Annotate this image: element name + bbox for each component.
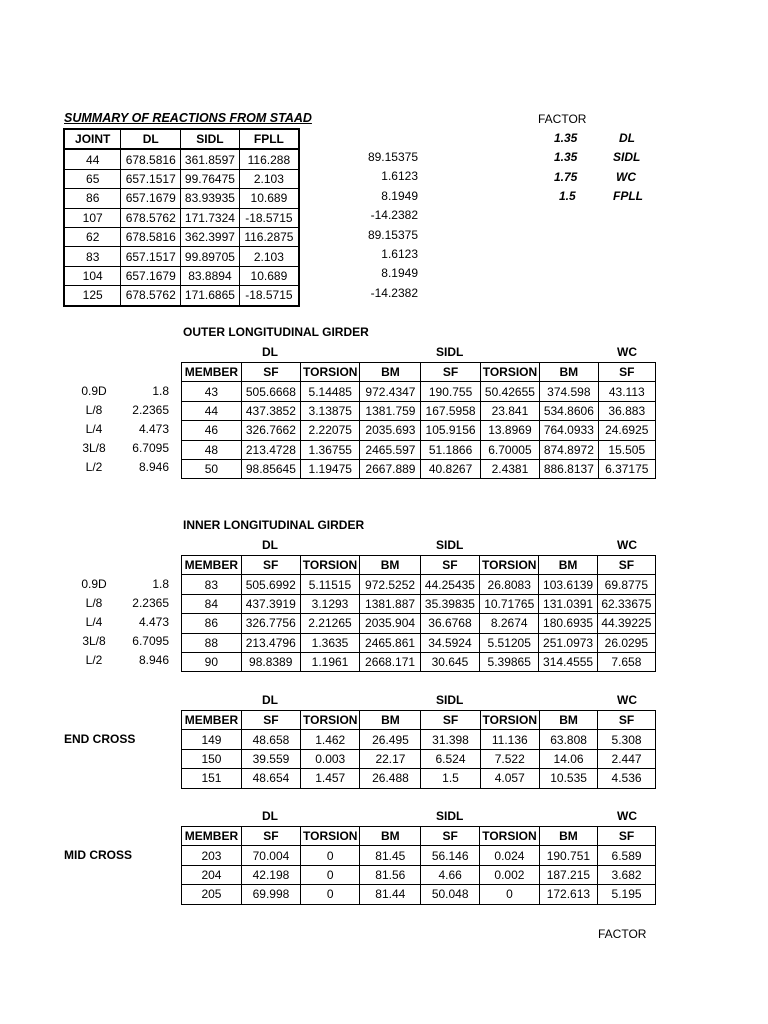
table-cell: 90 (182, 652, 242, 671)
table-cell: 86 (182, 614, 242, 633)
row-label: L/4 (85, 422, 103, 436)
group-label-sidl: SIDL (436, 538, 464, 552)
table-cell: 5.39865 (480, 652, 539, 671)
row-label: L/8 (85, 403, 103, 417)
table-cell: 10.535 (540, 769, 598, 788)
table-cell: 15.505 (598, 440, 655, 459)
row-value: 4.473 (138, 422, 169, 436)
table-cell: 13.8969 (480, 421, 539, 440)
table-cell: 43.113 (598, 382, 655, 401)
column-header: MEMBER (182, 556, 242, 575)
table-cell: 362.3997 (181, 227, 240, 246)
table-cell: 678.5762 (121, 208, 181, 227)
table-cell: 26.0295 (597, 633, 655, 652)
table-cell: 50 (182, 459, 242, 478)
group-label-dl: DL (262, 693, 278, 707)
table-cell: 103.6139 (539, 575, 597, 594)
end-cross-table (181, 710, 656, 789)
table-cell: 6.37175 (598, 459, 655, 478)
table-cell: 167.5958 (421, 401, 480, 420)
inner-girder-title: INNER LONGITUDINAL GIRDER (183, 518, 365, 532)
table-cell: 125 (64, 286, 121, 306)
group-label-sidl: SIDL (436, 809, 464, 823)
table-cell: 205 (182, 885, 242, 904)
table-cell: 88 (182, 633, 242, 652)
row-value: 6.7095 (132, 634, 169, 648)
table-cell: 0 (301, 865, 360, 884)
table-cell: 2.103 (239, 169, 299, 188)
column-header: TORSION (480, 556, 539, 575)
table-cell: 213.4796 (241, 633, 300, 652)
table-cell: 678.5762 (121, 286, 181, 306)
table-row (182, 440, 656, 459)
table-cell: 150 (182, 749, 242, 768)
table-cell: 22.17 (360, 749, 421, 768)
side-value: 8.1949 (381, 266, 418, 280)
group-label-dl: DL (262, 538, 278, 552)
table-cell: 35.39835 (420, 594, 479, 613)
table-header-row (182, 827, 656, 846)
table-cell: 81.45 (360, 846, 421, 865)
table-cell: 190.755 (421, 382, 480, 401)
table-cell: 36.6768 (420, 614, 479, 633)
table-cell: 1381.759 (360, 401, 421, 420)
table-row (64, 208, 299, 227)
table-cell: 69.8775 (597, 575, 655, 594)
row-label: L/2 (85, 653, 103, 667)
column-header: SF (598, 827, 656, 846)
table-cell: 0.002 (480, 865, 539, 884)
column-header: TORSION (301, 363, 360, 382)
group-label-dl: DL (262, 345, 278, 359)
row-value: 1.8 (152, 384, 169, 398)
table-header-row (182, 363, 656, 382)
column-header: DL (121, 129, 181, 149)
group-label-sidl: SIDL (436, 693, 464, 707)
mid-cross-label: MID CROSS (64, 848, 133, 862)
table-cell: 187.215 (539, 865, 597, 884)
table-row (182, 846, 656, 865)
table-cell: 44.25435 (420, 575, 479, 594)
table-cell: 14.06 (540, 749, 598, 768)
table-cell: 213.4728 (241, 440, 300, 459)
table-cell: 116.2875 (239, 227, 299, 246)
table-cell: 39.559 (241, 749, 300, 768)
table-cell: 69.998 (241, 885, 300, 904)
table-row (64, 247, 299, 266)
row-value: 2.2365 (132, 403, 169, 417)
column-header: SF (241, 827, 300, 846)
table-cell: 81.44 (360, 885, 421, 904)
table-cell: 0.024 (480, 846, 539, 865)
table-cell: 6.70005 (480, 440, 539, 459)
factor-value: 1.35 (554, 131, 578, 145)
column-header: BM (360, 363, 421, 382)
column-header: SF (421, 363, 480, 382)
table-cell: 972.4347 (360, 382, 421, 401)
column-header: BM (360, 711, 421, 730)
column-header: MEMBER (182, 363, 242, 382)
table-row (182, 749, 656, 768)
table-cell: 44 (64, 149, 121, 169)
table-cell: 40.8267 (421, 459, 480, 478)
column-header: JOINT (64, 129, 121, 149)
table-cell: 886.8137 (540, 459, 598, 478)
table-cell: 326.7662 (241, 421, 300, 440)
table-cell: 131.0391 (539, 594, 597, 613)
table-cell: 678.5816 (121, 149, 181, 169)
group-label-wc: WC (617, 693, 637, 707)
table-cell: 116.288 (239, 149, 299, 169)
table-cell: 42.198 (241, 865, 300, 884)
column-header: BM (360, 827, 421, 846)
table-cell: 1.5 (421, 769, 480, 788)
table-cell: 26.495 (360, 730, 421, 749)
column-header: TORSION (301, 827, 360, 846)
table-cell: 62.33675 (597, 594, 655, 613)
table-header-row (182, 556, 656, 575)
table-row (182, 421, 656, 440)
row-value: 6.7095 (132, 441, 169, 455)
inner-girder-table (181, 555, 656, 672)
table-cell: 83.93935 (181, 189, 240, 208)
column-header: MEMBER (182, 711, 242, 730)
table-cell: 98.8389 (241, 652, 300, 671)
table-row (64, 149, 299, 169)
table-cell: 314.4555 (539, 652, 597, 671)
column-header: TORSION (301, 711, 360, 730)
table-row (64, 169, 299, 188)
table-cell: 4.66 (421, 865, 480, 884)
table-cell: 44.39225 (597, 614, 655, 633)
table-row (182, 575, 656, 594)
table-cell: 1.462 (301, 730, 360, 749)
table-cell: 2.21265 (300, 614, 359, 633)
table-cell: 505.6668 (241, 382, 300, 401)
table-cell: 437.3852 (241, 401, 300, 420)
table-cell: 149 (182, 730, 242, 749)
table-cell: 2.4381 (480, 459, 539, 478)
row-label: L/4 (85, 615, 103, 629)
table-cell: 34.5924 (420, 633, 479, 652)
table-row (182, 769, 656, 788)
column-header: SF (421, 711, 480, 730)
table-cell: 2035.904 (360, 614, 421, 633)
table-cell: 48 (182, 440, 242, 459)
table-cell: 2668.171 (360, 652, 421, 671)
table-header-row (64, 129, 299, 149)
table-cell: 50.048 (421, 885, 480, 904)
table-cell: -18.5715 (239, 208, 299, 227)
table-cell: 48.654 (241, 769, 300, 788)
table-row (64, 189, 299, 208)
table-cell: 171.7324 (181, 208, 240, 227)
table-cell: 0.003 (301, 749, 360, 768)
table-cell: 31.398 (421, 730, 480, 749)
table-cell: 70.004 (241, 846, 300, 865)
column-header: SF (241, 363, 300, 382)
table-cell: 2465.597 (360, 440, 421, 459)
table-cell: 1.36755 (301, 440, 360, 459)
table-cell: 874.8972 (540, 440, 598, 459)
column-header: SF (598, 711, 656, 730)
group-label-wc: WC (617, 538, 637, 552)
group-label-wc: WC (617, 809, 637, 823)
table-cell: 1381.887 (360, 594, 421, 613)
row-label: 3L/8 (82, 441, 106, 455)
table-cell: 81.56 (360, 865, 421, 884)
table-cell: 678.5816 (121, 227, 181, 246)
column-header: BM (539, 827, 597, 846)
table-row (182, 614, 656, 633)
table-cell: 36.883 (598, 401, 655, 420)
table-cell: 203 (182, 846, 242, 865)
row-value: 4.473 (138, 615, 169, 629)
table-cell: 180.6935 (539, 614, 597, 633)
table-cell: 56.146 (421, 846, 480, 865)
table-cell: 46 (182, 421, 242, 440)
table-row (182, 382, 656, 401)
table-cell: 83 (64, 247, 121, 266)
table-row (182, 865, 656, 884)
end-cross-label: END CROSS (64, 732, 136, 746)
table-cell: 83 (182, 575, 242, 594)
table-cell: 65 (64, 169, 121, 188)
column-header: SF (241, 711, 300, 730)
group-label-dl: DL (262, 809, 278, 823)
table-cell: 2465.861 (360, 633, 421, 652)
table-cell: 5.11515 (300, 575, 359, 594)
row-value: 8.946 (138, 653, 169, 667)
table-cell: 10.689 (239, 266, 299, 285)
table-cell: 10.689 (239, 189, 299, 208)
row-label: L/8 (85, 596, 103, 610)
factor-name: DL (619, 131, 635, 145)
table-cell: 63.808 (540, 730, 598, 749)
table-cell: 972.5252 (360, 575, 421, 594)
table-cell: 50.42655 (480, 382, 539, 401)
column-header: SF (597, 556, 655, 575)
table-cell: 3.682 (598, 865, 656, 884)
table-cell: 1.1961 (300, 652, 359, 671)
table-row (182, 885, 656, 904)
column-header: TORSION (300, 556, 359, 575)
table-cell: 0 (480, 885, 539, 904)
table-cell: 23.841 (480, 401, 539, 420)
table-row (182, 730, 656, 749)
table-cell: 6.589 (598, 846, 656, 865)
side-value: -14.2382 (370, 208, 418, 222)
column-header: SF (420, 556, 479, 575)
table-cell: 44 (182, 401, 242, 420)
table-cell: 107 (64, 208, 121, 227)
table-cell: 534.8606 (540, 401, 598, 420)
mid-cross-table (181, 826, 656, 905)
table-cell: 99.89705 (181, 247, 240, 266)
table-cell: 83.8894 (181, 266, 240, 285)
table-cell: 8.2674 (480, 614, 539, 633)
table-cell: 62 (64, 227, 121, 246)
table-cell: 99.76475 (181, 169, 240, 188)
table-cell: 657.1517 (121, 247, 181, 266)
table-cell: 171.6865 (181, 286, 240, 306)
table-cell: 374.598 (540, 382, 598, 401)
table-row (182, 459, 656, 478)
side-value: 1.6123 (381, 247, 418, 261)
reactions-table (63, 128, 300, 307)
table-cell: 10.71765 (480, 594, 539, 613)
row-label: 0.9D (81, 577, 107, 591)
side-value: -14.2382 (370, 286, 418, 300)
table-cell: 764.0933 (540, 421, 598, 440)
table-cell: 6.524 (421, 749, 480, 768)
table-cell: 251.0973 (539, 633, 597, 652)
table-row (182, 652, 656, 671)
table-cell: 43 (182, 382, 242, 401)
table-row (182, 633, 656, 652)
column-header: SF (241, 556, 300, 575)
row-value: 2.2365 (132, 596, 169, 610)
factor-value: 1.5 (559, 189, 576, 203)
table-cell: 98.85645 (241, 459, 300, 478)
column-header: BM (540, 363, 598, 382)
table-cell: 84 (182, 594, 242, 613)
table-cell: 437.3919 (241, 594, 300, 613)
factor-value: 1.35 (554, 150, 578, 164)
table-row (182, 594, 656, 613)
table-cell: 4.057 (480, 769, 539, 788)
table-cell: 657.1679 (121, 266, 181, 285)
column-header: SF (421, 827, 480, 846)
table-cell: 2.447 (598, 749, 656, 768)
column-header: SIDL (181, 129, 240, 149)
table-row (64, 286, 299, 306)
table-cell: 2.103 (239, 247, 299, 266)
table-cell: 51.1866 (421, 440, 480, 459)
table-cell: 48.658 (241, 730, 300, 749)
column-header: FPLL (239, 129, 299, 149)
table-cell: 5.195 (598, 885, 656, 904)
table-cell: 5.308 (598, 730, 656, 749)
table-cell: 1.3635 (300, 633, 359, 652)
row-label: L/2 (85, 460, 103, 474)
side-value: 89.15375 (367, 228, 418, 242)
column-header: MEMBER (182, 827, 242, 846)
reactions-title: SUMMARY OF REACTIONS FROM STAAD (64, 111, 312, 125)
table-cell: 2.22075 (301, 421, 360, 440)
table-cell: 0 (301, 885, 360, 904)
table-cell: 24.6925 (598, 421, 655, 440)
table-cell: 7.658 (597, 652, 655, 671)
table-cell: 190.751 (539, 846, 597, 865)
table-cell: 3.1293 (300, 594, 359, 613)
row-label: 3L/8 (82, 634, 106, 648)
column-header: TORSION (480, 363, 539, 382)
factor-name: WC (616, 170, 636, 184)
table-cell: 326.7756 (241, 614, 300, 633)
side-value: 1.6123 (381, 169, 418, 183)
table-cell: 0 (301, 846, 360, 865)
table-cell: 5.51205 (480, 633, 539, 652)
table-cell: 26.488 (360, 769, 421, 788)
factor-title: FACTOR (538, 112, 587, 126)
table-row (182, 401, 656, 420)
table-cell: 505.6992 (241, 575, 300, 594)
table-cell: 2667.889 (360, 459, 421, 478)
table-cell: 104 (64, 266, 121, 285)
table-cell: 1.457 (301, 769, 360, 788)
table-header-row (182, 711, 656, 730)
table-cell: 361.8597 (181, 149, 240, 169)
outer-girder-title: OUTER LONGITUDINAL GIRDER (183, 325, 369, 339)
row-label: 0.9D (81, 384, 107, 398)
table-cell: 1.19475 (301, 459, 360, 478)
table-cell: 4.536 (598, 769, 656, 788)
table-cell: 172.613 (539, 885, 597, 904)
table-cell: 5.14485 (301, 382, 360, 401)
table-cell: 30.645 (420, 652, 479, 671)
table-cell: -18.5715 (239, 286, 299, 306)
table-cell: 151 (182, 769, 242, 788)
side-value: 8.1949 (381, 189, 418, 203)
table-cell: 2035.693 (360, 421, 421, 440)
column-header: TORSION (480, 711, 539, 730)
outer-girder-table (181, 362, 656, 479)
table-cell: 86 (64, 189, 121, 208)
table-row (64, 227, 299, 246)
table-cell: 657.1679 (121, 189, 181, 208)
group-label-wc: WC (617, 345, 637, 359)
table-cell: 657.1517 (121, 169, 181, 188)
row-value: 1.8 (152, 577, 169, 591)
table-cell: 105.9156 (421, 421, 480, 440)
side-value: 89.15375 (367, 150, 418, 164)
table-cell: 3.13875 (301, 401, 360, 420)
factor-value: 1.75 (554, 170, 578, 184)
row-value: 8.946 (138, 460, 169, 474)
factor-name: SIDL (613, 150, 641, 164)
column-header: BM (360, 556, 421, 575)
column-header: BM (539, 556, 597, 575)
table-cell: 11.136 (480, 730, 539, 749)
column-header: SF (598, 363, 655, 382)
column-header: TORSION (480, 827, 539, 846)
column-header: BM (540, 711, 598, 730)
table-cell: 204 (182, 865, 242, 884)
table-cell: 7.522 (480, 749, 539, 768)
table-cell: 26.8083 (480, 575, 539, 594)
table-row (64, 266, 299, 285)
factor-name: FPLL (613, 189, 643, 203)
factor-footer: FACTOR (598, 927, 647, 941)
group-label-sidl: SIDL (436, 345, 464, 359)
